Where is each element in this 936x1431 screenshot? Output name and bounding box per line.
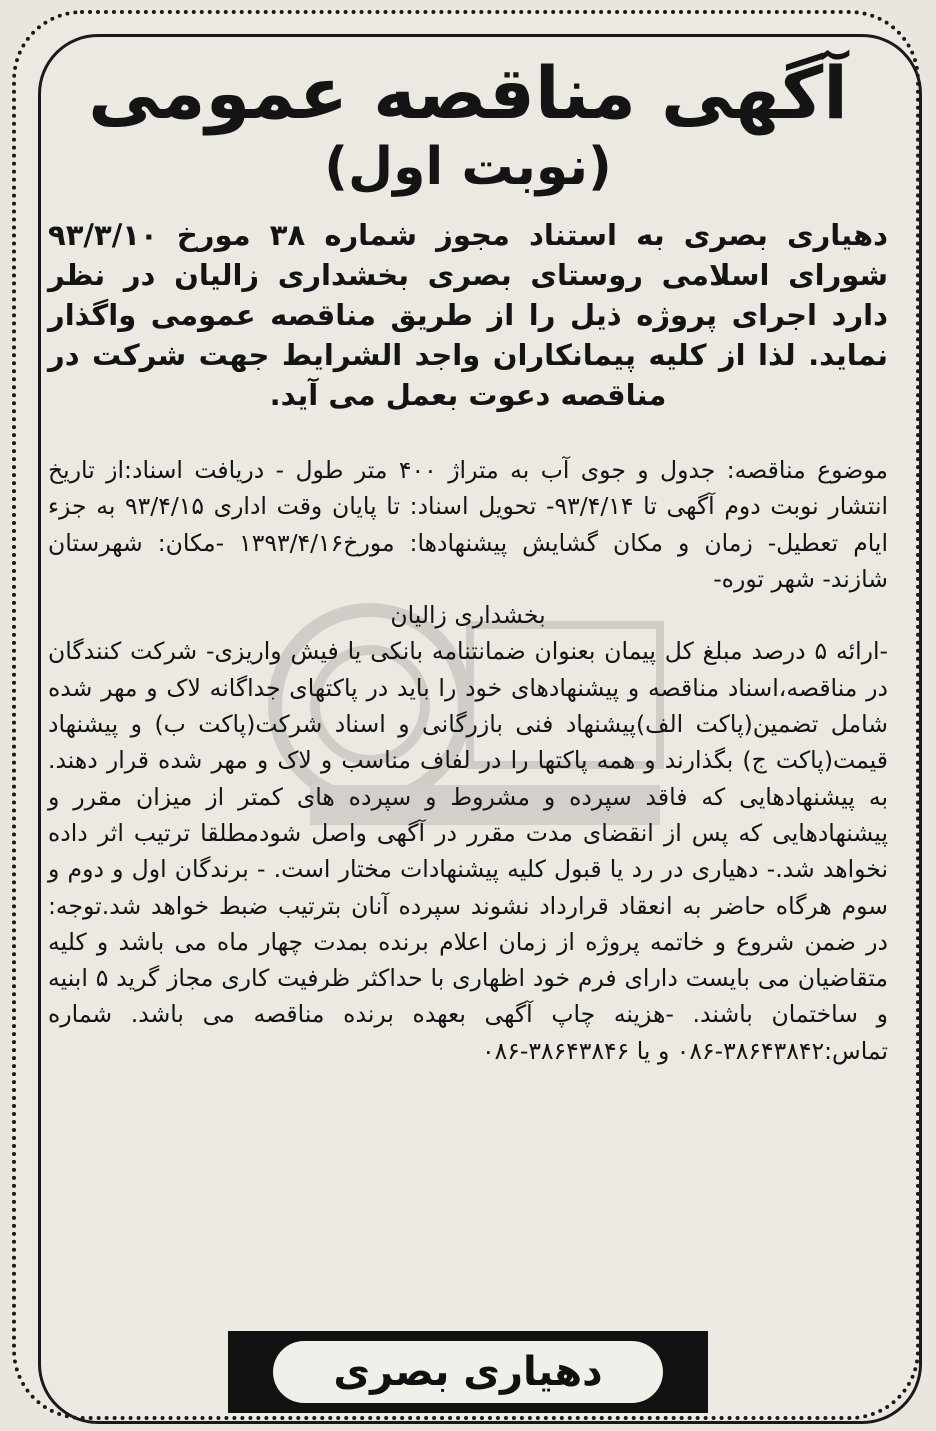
notice-intro: دهیاری بصری به استناد مجوز شماره ۳۸ مورخ ۹۳/۳/۱۰ شورای اسلامی روستای بصری بخشداری زالیان در نظر دارد اجرای پروژه ذیل را از طریق مناقصه عمومی واگذار نماید. لذا از کلیه پیمانکاران واجد الشرایط جهت شرکت در مناقصه دعوت بعمل می آید. bbox=[48, 218, 888, 412]
notice-paragraph-subject: موضوع مناقصه: جدول و جوی آب به متراژ ۴۰۰ متر طول - دریافت اسناد:از تاریخ انتشار نوبت دوم آگهی تا ۹۳/۴/۱۴- تحویل اسناد: تا پایان وقت اداری ۹۳/۴/۱۵ به جزء ایام تعطیل- زمان و مکان گشایش پیشنهادها: مورخ۱۳۹۳/۴/۱۶ -مکان: شهرستان شازند- شهر توره- bbox=[48, 456, 889, 593]
signature-bar bbox=[228, 1331, 708, 1413]
notice-paragraph-conditions: -ارائه ۵ درصد مبلغ کل پیمان بعنوان ضمانتنامه بانکی یا فیش واریزی- شرکت کنندگان در مناقصه،اسناد مناقصه و پیشنهادهای خود را باید در پاکتهای جداگانه لاک و مهر شده شامل تضمین(پاکت الف)پیشنهاد فنی بازرگانی و اسناد شرکت(پاکت ب) و پیشنهاد قیمت(پاکت ج) بگذارند و همه پاکتها را در لفاف مناسب و لاک و مهر شده قرار دهند. به پیشنهادهایی که فاقد سپرده و مشروط و سپرده های کمتر از میزان مقرر و پیشنهادهایی که پس از انقضای مدت مقرر در آگهی واصل شودمطلقا ترتیب اثر داده نخواهد شد.- دهیاری در رد یا قبول کلیه پیشنهادات مختار است. - برندگان اول و دوم و سوم هرگاه حاضر به انعقاد قرارداد نشوند سپرده آنان بترتیب ضبط خواهد شد.توجه: در ضمن شروع و خاتمه پروژه از زمان اعلام برنده بمدت چهار ماه می باشد و کلیه متقاضیان می بایست دارای فرم خود اظهاری با حداکثر ظرفیت کاری مجاز گرید ۵ ابنیه و ساختمان باشند. -هزینه چاپ آگهی بعهده برنده مناقصه می باشد. شماره تماس:۳۸۶۴۳۸۴۲-۰۸۶ و یا ۳۸۶۴۳۸۴۶-۰۸۶ bbox=[48, 637, 889, 1065]
notice-title: آگهی مناقصه عمومی bbox=[88, 51, 848, 135]
notice-subtitle: (نوبت اول) bbox=[324, 137, 612, 197]
notice-body bbox=[48, 452, 888, 1069]
notice-paragraph-location: بخشداری زالیان bbox=[390, 601, 546, 630]
signature-pill bbox=[273, 1341, 663, 1403]
signature-text: دهیاری بصری bbox=[333, 1349, 603, 1395]
